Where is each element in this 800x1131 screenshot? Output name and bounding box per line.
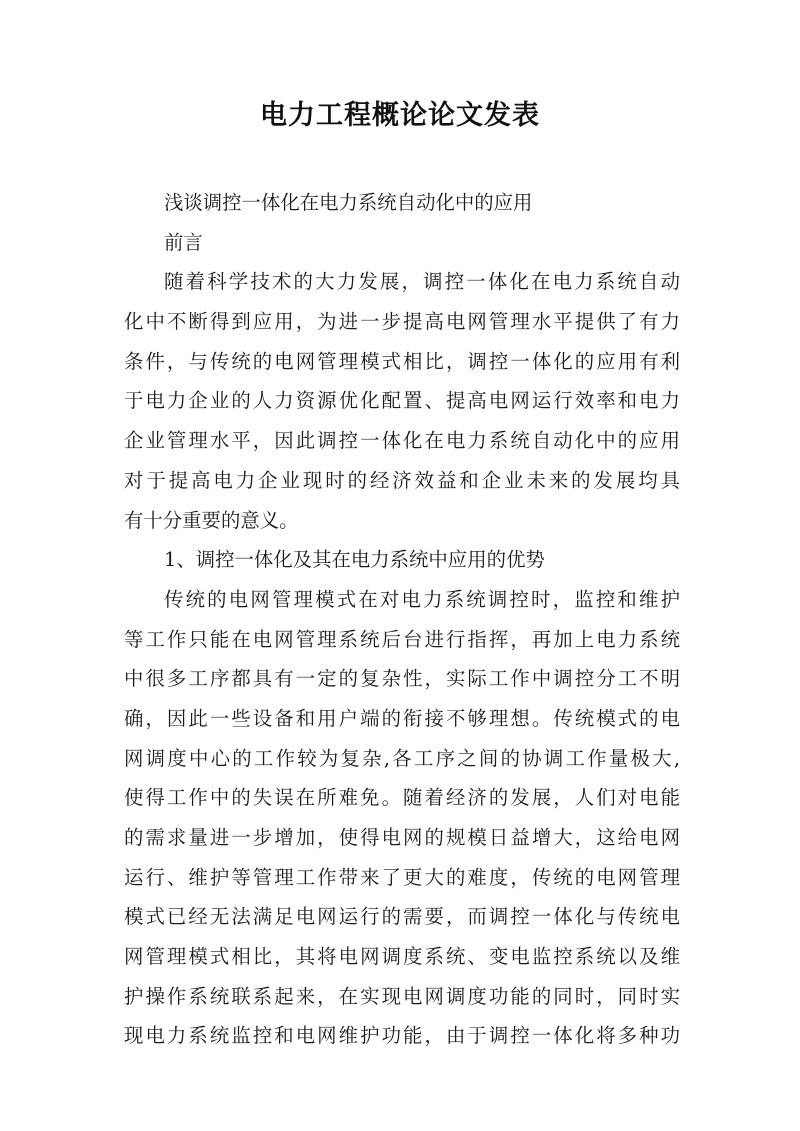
paragraph-line: 的需求量进一步增加，使得电网的规模日益增大，这给电网: [124, 826, 680, 849]
paragraph-line: 中很多工序都具有一定的复杂性，实际工作中调控分工不明: [124, 667, 680, 691]
paragraph-line: 使得工作中的失误在所难免。随着经济的发展，人们对电能: [124, 786, 680, 810]
paragraph-line: 随着科学技术的大力发展，调控一体化在电力系统自动: [164, 270, 680, 294]
section-heading-line: 浅谈调控一体化在电力系统自动化中的应用: [164, 191, 533, 214]
paragraph-line: 传统的电网管理模式在对电力系统调控时，监控和维护: [164, 587, 680, 611]
paragraph-line: 有十分重要的意义。: [124, 508, 299, 532]
paragraph-line: 企业管理水平，因此调控一体化在电力系统自动化中的应用: [124, 429, 680, 453]
paragraph-line: 护操作系统联系起来，在实现电网调度功能的同时，同时实: [124, 984, 680, 1008]
paragraph-line: 运行、维护等管理工作带来了更大的难度，传统的电网管理: [124, 865, 680, 889]
document-title: 电力工程概论论文发表: [260, 100, 540, 131]
document-body: [124, 183, 680, 1056]
paragraph-line: 化中不断得到应用，为进一步提高电网管理水平提供了有力: [124, 310, 680, 334]
paragraph-line: 模式已经无法满足电网运行的需要，而调控一体化与传统电: [124, 905, 680, 929]
preface-heading: 前言: [164, 230, 203, 254]
paragraph-line: 确，因此一些设备和用户端的衔接不够理想。传统模式的电: [124, 706, 680, 730]
section-heading-line: 1、调控一体化及其在电力系统中应用的优势: [164, 548, 545, 572]
paragraph-line: 于电力企业的人力资源优化配置、提高电网运行效率和电力: [124, 389, 680, 413]
paragraph-line: 网调度中心的工作较为复杂,各工序之间的协调工作量极大,: [124, 746, 680, 770]
paragraph-line: 条件，与传统的电网管理模式相比，调控一体化的应用有利: [124, 349, 680, 373]
paragraph-line: 等工作只能在电网管理系统后台进行指挥，再加上电力系统: [124, 627, 680, 651]
paragraph-line: 对于提高电力企业现时的经济效益和企业未来的发展均具: [124, 468, 680, 492]
paragraph-line: 网管理模式相比，其将电网调度系统、变电监控系统以及维: [124, 945, 680, 969]
paragraph-line: 现电力系统监控和电网维护功能，由于调控一体化将多种功: [124, 1024, 680, 1048]
